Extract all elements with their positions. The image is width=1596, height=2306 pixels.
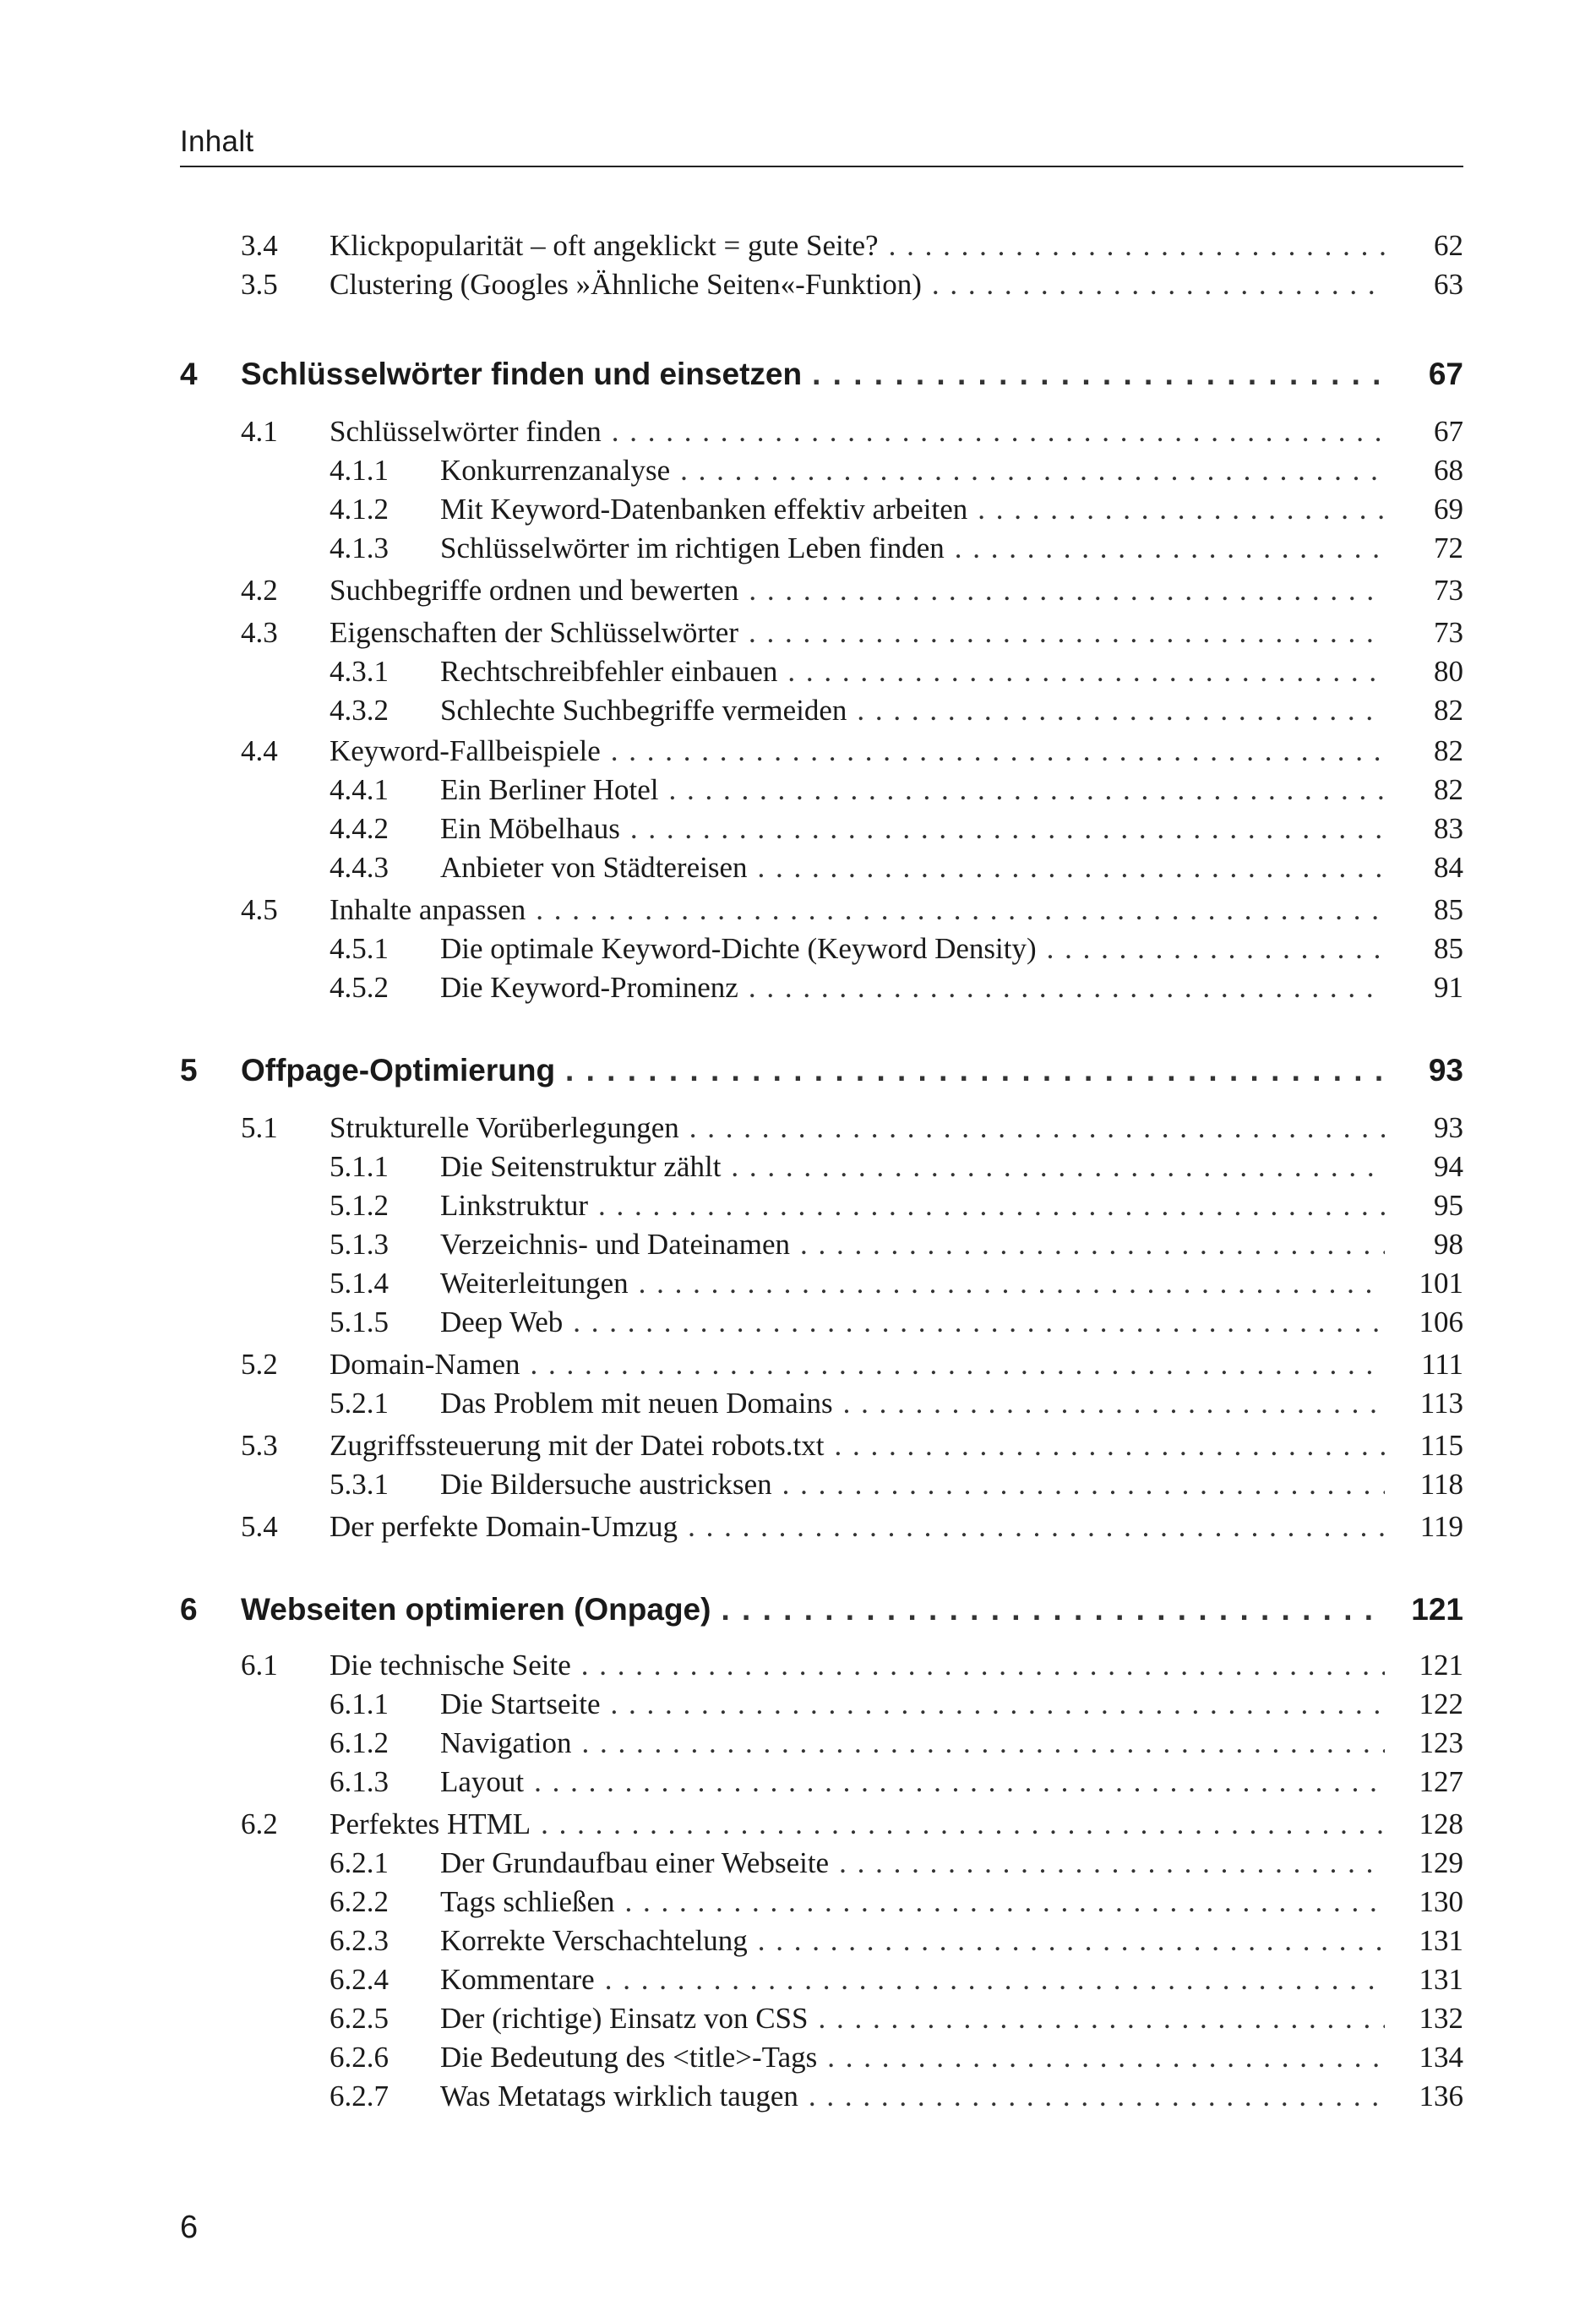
toc-entry-page: 91 — [1434, 971, 1463, 1004]
toc-entry-page: 85 — [1434, 893, 1463, 926]
toc-entry-title: Ein Berliner Hotel — [440, 773, 659, 806]
dot-leader — [812, 355, 1385, 394]
toc-entry-number: 4.2 — [241, 574, 278, 607]
toc-entry-title-line — [440, 1960, 1385, 1999]
toc-entry-number: 4.4 — [241, 734, 278, 767]
toc-entry-title-line — [440, 529, 1385, 568]
dot-leader — [843, 1384, 1385, 1423]
toc-entry-title: Anbieter von Städtereisen — [440, 851, 748, 884]
toc-entry-page: 93 — [1434, 1111, 1463, 1144]
toc-entry-page: 131 — [1419, 1963, 1463, 1996]
toc-entry-page: 98 — [1434, 1228, 1463, 1261]
toc-entry-title: Die Bedeutung des <title>-Tags — [440, 2041, 818, 2074]
toc-entry-number: 6 — [180, 1592, 198, 1627]
toc-entry-title-line — [440, 2038, 1385, 2077]
toc-entry-page: 83 — [1434, 812, 1463, 845]
toc-entry-title-line — [440, 968, 1385, 1007]
toc-entry-number: 5 — [180, 1053, 198, 1088]
page-number: 6 — [180, 2210, 199, 2245]
toc-entry-number: 4.4.1 — [330, 773, 389, 806]
dot-leader — [787, 652, 1385, 691]
dot-leader — [749, 571, 1385, 610]
toc-entry-title: Was Metatags wirklich taugen — [440, 2080, 798, 2112]
toc-entry-page: 73 — [1434, 574, 1463, 607]
toc-entry-page: 136 — [1419, 2080, 1463, 2112]
toc-entry-number: 6.2.5 — [330, 2002, 389, 2035]
dot-leader — [598, 1186, 1385, 1225]
toc-entry-title: Suchbegriffe ordnen und bewerten — [330, 574, 739, 607]
toc-entry-page: 115 — [1419, 1429, 1463, 1462]
toc-entry-title-line — [440, 1264, 1385, 1303]
toc-entry-page: 130 — [1419, 1885, 1463, 1918]
toc-entry-title: Eigenschaften der Schlüsselwörter — [330, 616, 739, 649]
toc-entry-title-line — [330, 1426, 1385, 1465]
toc-entry-number: 6.2.1 — [330, 1846, 389, 1879]
toc-entry-title-line — [330, 226, 1385, 265]
toc-entry-title-line — [440, 1922, 1385, 1960]
dot-leader — [758, 1922, 1385, 1960]
toc-entry-title: Zugriffssteuerung mit der Datei robots.txt — [330, 1429, 825, 1462]
toc-entry-page: 122 — [1419, 1687, 1463, 1720]
toc-entry-title: Perfektes HTML — [330, 1807, 531, 1840]
toc-entry-title-line — [440, 1999, 1385, 2038]
toc-entry-page: 129 — [1419, 1846, 1463, 1879]
toc-entry-number: 5.4 — [241, 1510, 278, 1543]
toc-entry-title: Der perfekte Domain-Umzug — [330, 1510, 678, 1543]
toc-entry-title: Schlüsselwörter finden — [330, 415, 602, 448]
dot-leader — [827, 2038, 1385, 2077]
toc-entry-title: Clustering (Googles »Ähnliche Seiten«-Funktion) — [330, 268, 922, 301]
toc-entry-title-line — [440, 490, 1385, 529]
toc-entry-title-line — [330, 1646, 1385, 1685]
toc-entry-number: 3.5 — [241, 268, 278, 301]
toc-entry-page: 85 — [1434, 932, 1463, 965]
dot-leader — [612, 412, 1385, 451]
dot-leader — [565, 1051, 1385, 1090]
dot-leader — [639, 1264, 1385, 1303]
toc-entry-number: 5.3 — [241, 1429, 278, 1462]
toc-entry-title-line — [440, 1303, 1385, 1342]
toc-entry-title: Die Bildersuche austricksen — [440, 1468, 772, 1501]
toc-entry-page: 95 — [1434, 1189, 1463, 1222]
toc-entry-title-line — [440, 451, 1385, 490]
toc-entry-title-line — [330, 571, 1385, 610]
toc-entry-title-line — [330, 1345, 1385, 1384]
dot-leader — [889, 226, 1385, 265]
toc-entry-number: 4.1.2 — [330, 493, 389, 526]
toc-entry-title: Verzeichnis- und Dateinamen — [440, 1228, 791, 1261]
dot-leader — [857, 691, 1385, 730]
dot-leader — [611, 732, 1385, 771]
toc-entry-title-line — [330, 732, 1385, 771]
toc-entry-title-line — [440, 1685, 1385, 1724]
toc-entry-title: Schlechte Suchbegriffe vermeiden — [440, 694, 847, 727]
toc-entry-title: Rechtschreibfehler einbauen — [440, 655, 778, 688]
toc-entry-number: 5.1 — [241, 1111, 278, 1144]
toc-entry-page: 67 — [1434, 415, 1463, 448]
dot-leader — [625, 1883, 1385, 1922]
toc-entry-number: 5.1.3 — [330, 1228, 389, 1261]
dot-leader — [782, 1465, 1385, 1504]
toc-entry-title-line — [330, 1507, 1385, 1546]
toc-entry-title-line — [440, 771, 1385, 810]
dot-leader — [932, 265, 1385, 304]
dot-leader — [611, 1685, 1385, 1724]
toc-entry-title: Inhalte anpassen — [330, 893, 526, 926]
toc-entry-number: 4.1.1 — [330, 454, 389, 487]
toc-entry-title: Linkstruktur — [440, 1189, 588, 1222]
toc-entry-title: Ein Möbelhaus — [440, 812, 620, 845]
dot-leader — [1047, 929, 1385, 968]
toc-entry-title: Tags schließen — [440, 1885, 615, 1918]
toc-entry-number: 5.1.5 — [330, 1306, 389, 1338]
toc-entry-title-line — [440, 929, 1385, 968]
toc-entry-title: Domain-Namen — [330, 1348, 520, 1381]
toc-entry-title-line — [330, 613, 1385, 652]
dot-leader — [573, 1303, 1385, 1342]
toc-entry-page: 82 — [1434, 734, 1463, 767]
toc-entry-title: Die technische Seite — [330, 1649, 571, 1682]
toc-entry-page: 72 — [1434, 532, 1463, 564]
toc-entry-title-line — [330, 1805, 1385, 1844]
toc-entry-number: 4.4.3 — [330, 851, 389, 884]
dot-leader — [800, 1225, 1385, 1264]
toc-entry-title-line — [440, 810, 1385, 848]
dot-leader — [978, 490, 1385, 529]
dot-leader — [955, 529, 1385, 568]
toc-entry-number: 6.2.7 — [330, 2080, 389, 2112]
toc-entry-title: Deep Web — [440, 1306, 564, 1338]
dot-leader — [669, 771, 1385, 810]
toc-entry-page: 93 — [1428, 1053, 1463, 1088]
toc-entry-title-line — [440, 2077, 1385, 2116]
toc-entry-number: 5.3.1 — [330, 1468, 389, 1501]
toc-entry-number: 6.1.2 — [330, 1726, 389, 1759]
toc-entry-title-line — [330, 891, 1385, 929]
toc-entry-number: 5.1.1 — [330, 1150, 389, 1183]
toc-entry-page: 63 — [1434, 268, 1463, 301]
toc-entry-page: 101 — [1419, 1267, 1463, 1300]
toc-entry-title-line — [241, 355, 1385, 394]
toc-entry-page: 67 — [1428, 357, 1463, 391]
toc-entry-title-line — [440, 691, 1385, 730]
dot-leader — [541, 1805, 1385, 1844]
toc-entry-title-line — [241, 1590, 1385, 1629]
toc-entry-page: 111 — [1421, 1348, 1463, 1381]
dot-leader — [758, 848, 1385, 887]
toc-entry-number: 6.1.3 — [330, 1765, 389, 1798]
toc-entry-title-line — [440, 1844, 1385, 1883]
toc-entry-number: 5.1.2 — [330, 1189, 389, 1222]
toc-entry-title: Weiterleitungen — [440, 1267, 629, 1300]
toc-entry-title: Die Seitenstruktur zählt — [440, 1150, 722, 1183]
toc-entry-number: 4.3.1 — [330, 655, 389, 688]
dot-leader — [839, 1844, 1385, 1883]
dot-leader — [536, 891, 1385, 929]
toc-entry-number: 4 — [180, 357, 198, 391]
toc-entry-number: 6.1 — [241, 1649, 278, 1682]
toc-entry-page: 119 — [1419, 1510, 1463, 1543]
toc-entry-page: 131 — [1419, 1924, 1463, 1957]
toc-entry-title: Kommentare — [440, 1963, 595, 1996]
toc-entry-page: 134 — [1419, 2041, 1463, 2074]
toc-entry-title-line — [440, 848, 1385, 887]
toc-entry-page: 132 — [1419, 2002, 1463, 2035]
dot-leader — [749, 968, 1385, 1007]
toc-entry-title: Offpage-Optimierung — [241, 1053, 556, 1088]
toc-entry-title: Mit Keyword-Datenbanken effektiv arbeiten — [440, 493, 968, 526]
toc-entry-number: 4.4.2 — [330, 812, 389, 845]
toc-entry-title-line — [330, 265, 1385, 304]
dot-leader — [688, 1507, 1385, 1546]
toc-entry-title: Die Keyword-Prominenz — [440, 971, 738, 1004]
toc-entry-number: 6.2.3 — [330, 1924, 389, 1957]
dot-leader — [630, 810, 1385, 848]
toc-entry-title-line — [440, 1384, 1385, 1423]
toc-entry-number: 6.2.6 — [330, 2041, 389, 2074]
toc-entry-page: 73 — [1434, 616, 1463, 649]
toc-entry-page: 94 — [1434, 1150, 1463, 1183]
toc-entry-title-line — [440, 1148, 1385, 1186]
toc-entry-title: Layout — [440, 1765, 525, 1798]
toc-entry-page: 113 — [1419, 1387, 1463, 1420]
dot-leader — [818, 1999, 1385, 2038]
toc-entry-page: 84 — [1434, 851, 1463, 884]
toc-entry-number: 5.2.1 — [330, 1387, 389, 1420]
toc-entry-number: 5.1.4 — [330, 1267, 389, 1300]
toc-entry-title: Webseiten optimieren (Onpage) — [241, 1592, 711, 1627]
running-head: Inhalt — [180, 125, 254, 158]
toc-entry-page: 106 — [1419, 1306, 1463, 1338]
dot-leader — [605, 1960, 1385, 1999]
toc-entry-title-line — [440, 1883, 1385, 1922]
toc-entry-page: 118 — [1419, 1468, 1463, 1501]
toc-entry-number: 4.5.1 — [330, 932, 389, 965]
toc-entry-title: Schlüsselwörter finden und einsetzen — [241, 357, 803, 391]
toc-entry-number: 6.1.1 — [330, 1687, 389, 1720]
toc-entry-title-line — [440, 652, 1385, 691]
toc-entry-page: 82 — [1434, 694, 1463, 727]
toc-entry-page: 121 — [1419, 1649, 1463, 1682]
toc-entry-title: Keyword-Fallbeispiele — [330, 734, 601, 767]
dot-leader — [582, 1724, 1385, 1763]
toc-entry-title-line — [440, 1225, 1385, 1264]
toc-entry-title-line — [440, 1763, 1385, 1802]
toc-entry-title-line — [241, 1051, 1385, 1090]
dot-leader — [809, 2077, 1385, 2116]
toc-entry-number: 6.2.4 — [330, 1963, 389, 1996]
toc-entry-title-line — [440, 1724, 1385, 1763]
toc-entry-title: Navigation — [440, 1726, 572, 1759]
toc-entry-title-line — [440, 1186, 1385, 1225]
dot-leader — [731, 1148, 1385, 1186]
toc-entry-page: 62 — [1434, 229, 1463, 262]
dot-leader — [834, 1426, 1385, 1465]
toc-entry-title-line — [440, 1465, 1385, 1504]
toc-entry-title: Die Startseite — [440, 1687, 601, 1720]
toc-entry-page: 80 — [1434, 655, 1463, 688]
toc-entry-title: Schlüsselwörter im richtigen Leben finden — [440, 532, 945, 564]
toc-entry-number: 6.2.2 — [330, 1885, 389, 1918]
dot-leader — [689, 1109, 1385, 1148]
toc-entry-title-line — [330, 412, 1385, 451]
toc-entry-number: 4.3.2 — [330, 694, 389, 727]
dot-leader — [680, 451, 1385, 490]
toc-entry-number: 4.1.3 — [330, 532, 389, 564]
toc-entry-title: Klickpopularität – oft angeklickt = gute Seite? — [330, 229, 879, 262]
toc-entry-number: 6.2 — [241, 1807, 278, 1840]
toc-entry-title: Das Problem mit neuen Domains — [440, 1387, 833, 1420]
dot-leader — [749, 613, 1385, 652]
toc-entry-title: Konkurrenzanalyse — [440, 454, 671, 487]
dot-leader — [534, 1763, 1385, 1802]
toc-entry-title: Der Grundaufbau einer Webseite — [440, 1846, 830, 1879]
toc-entry-title: Die optimale Keyword-Dichte (Keyword Density) — [440, 932, 1037, 965]
toc-entry-title: Korrekte Verschachtelung — [440, 1924, 748, 1957]
toc-entry-number: 3.4 — [241, 229, 278, 262]
toc-entry-title: Strukturelle Vorüberlegungen — [330, 1111, 679, 1144]
toc-entry-page: 123 — [1419, 1726, 1463, 1759]
toc-entry-number: 5.2 — [241, 1348, 278, 1381]
dot-leader — [581, 1646, 1385, 1685]
toc-entry-page: 128 — [1419, 1807, 1463, 1840]
dot-leader — [721, 1590, 1385, 1629]
toc-entry-number: 4.1 — [241, 415, 278, 448]
toc-entry-page: 69 — [1434, 493, 1463, 526]
toc-entry-number: 4.5 — [241, 893, 278, 926]
toc-entry-title: Der (richtige) Einsatz von CSS — [440, 2002, 809, 2035]
dot-leader — [530, 1345, 1385, 1384]
toc-entry-number: 4.5.2 — [330, 971, 389, 1004]
toc-entry-page: 68 — [1434, 454, 1463, 487]
toc-entry-page: 127 — [1419, 1765, 1463, 1798]
toc-entry-page: 121 — [1411, 1592, 1463, 1627]
toc-entry-page: 82 — [1434, 773, 1463, 806]
toc-entry-number: 4.3 — [241, 616, 278, 649]
toc-entry-title-line — [330, 1109, 1385, 1148]
